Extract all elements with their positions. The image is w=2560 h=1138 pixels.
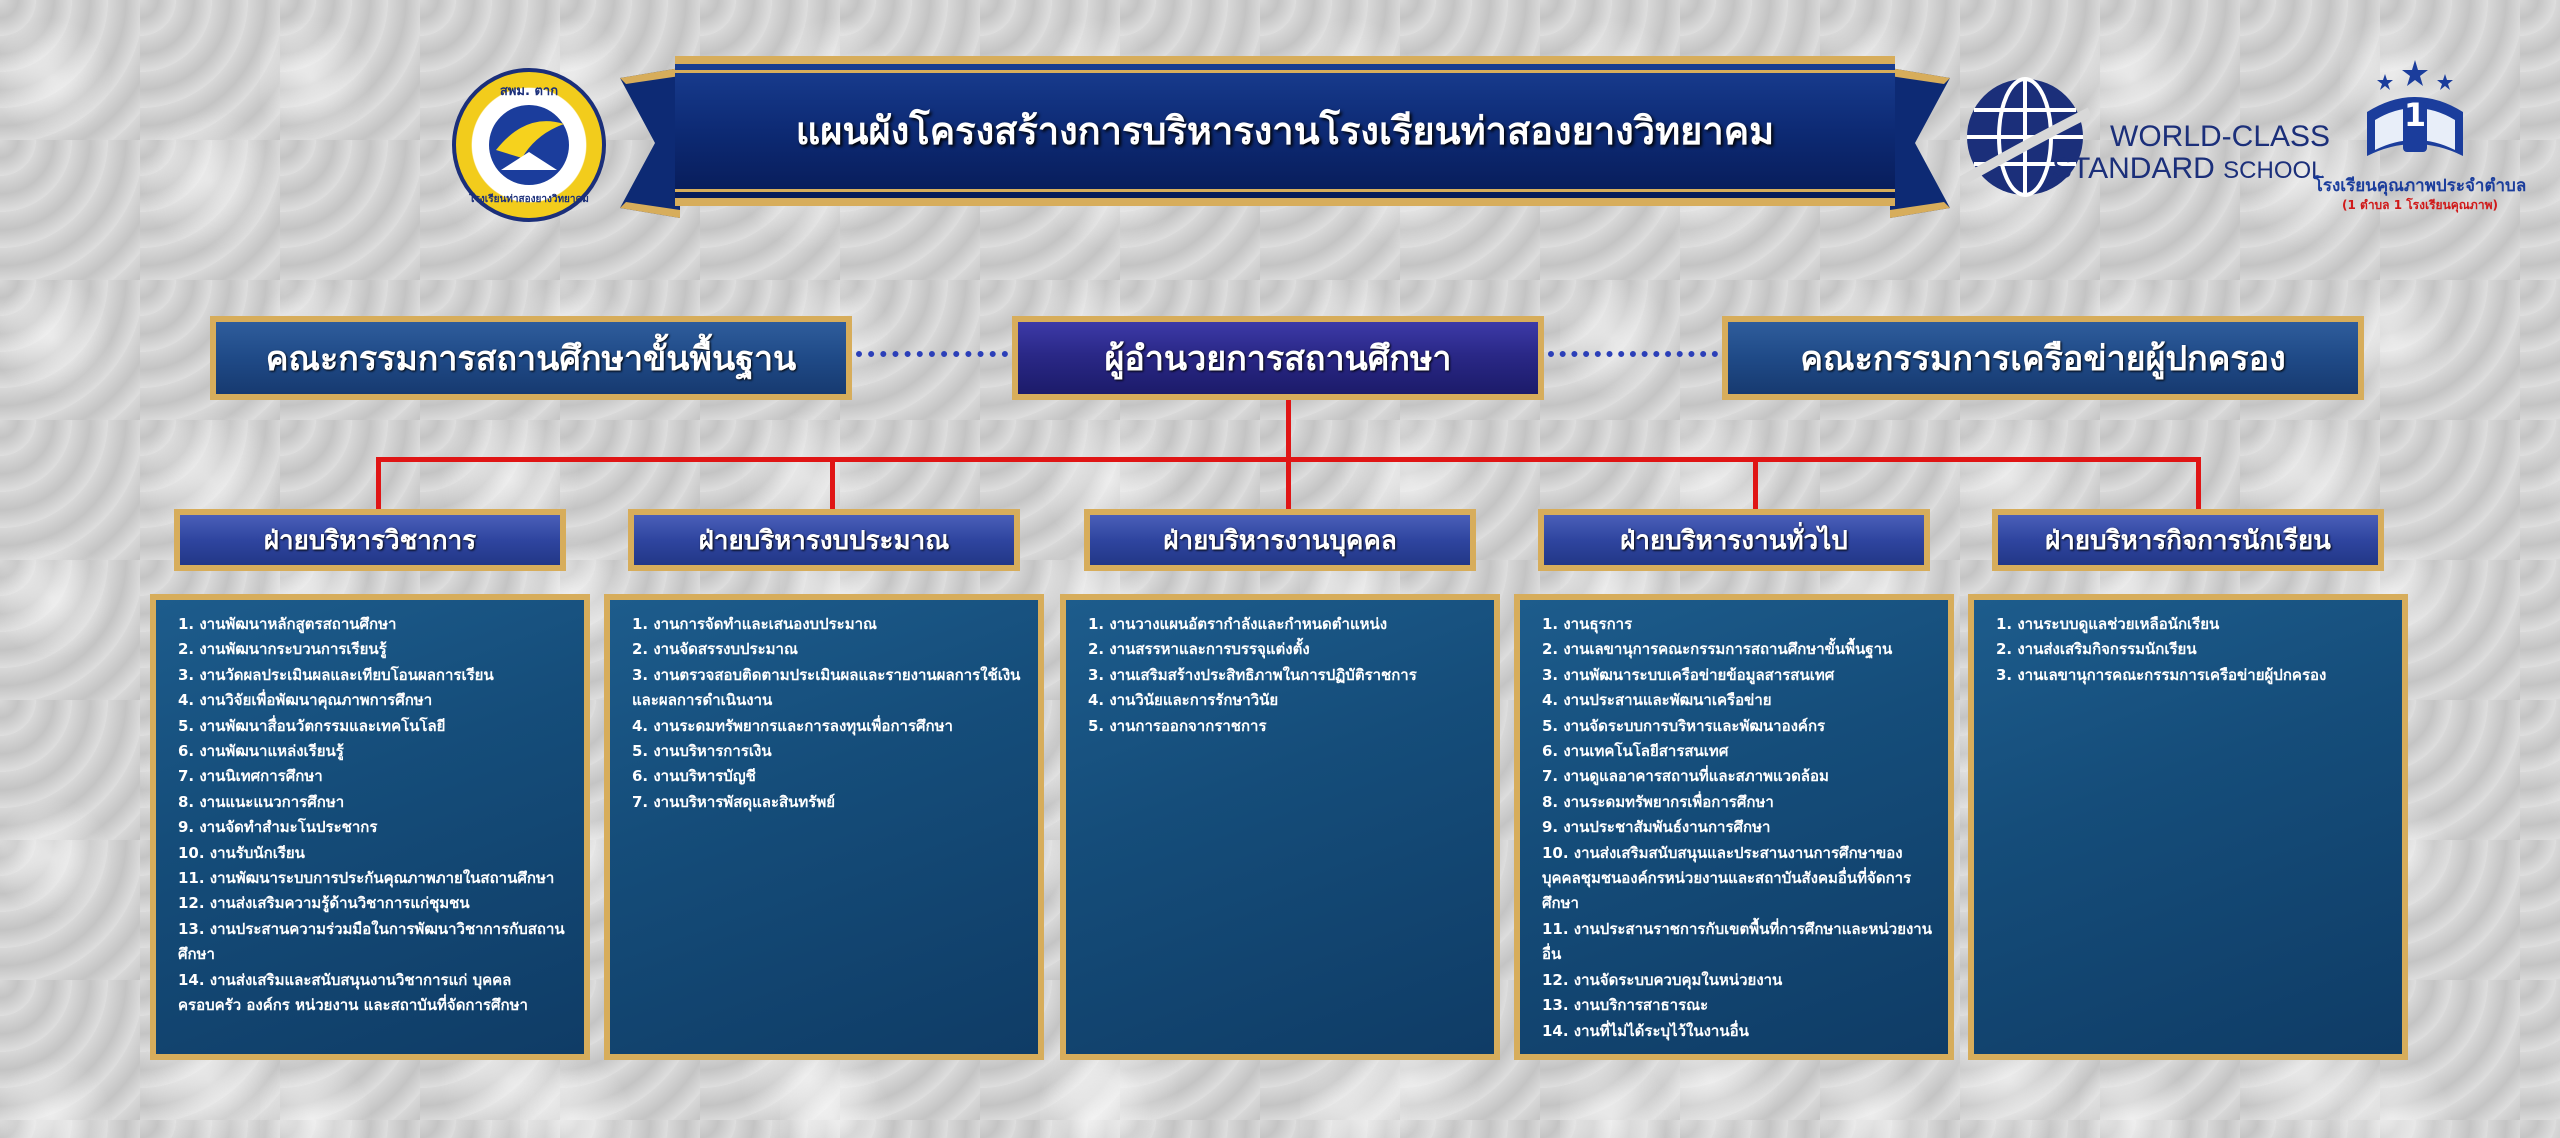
dept-header-budget — [628, 509, 1020, 571]
dept-body-personnel — [1060, 594, 1500, 1060]
dept-title: ฝ่ายบริหารงานบุคคล — [1163, 525, 1397, 556]
task-list — [1996, 612, 2388, 688]
list-item: 9. งานประชาสัมพันธ์งานการศึกษา — [1542, 818, 1771, 837]
dept-header-student-affairs — [1992, 509, 2384, 571]
connector-drop-4 — [1753, 457, 1758, 512]
list-item: 7. งานบริหารพัสดุและสินทรัพย์ — [632, 792, 836, 811]
list-item: 7. งานนิเทศการศึกษา — [178, 767, 323, 786]
task-list — [632, 612, 1024, 815]
list-item: 3. งานวัดผลประเมินผลและเทียบโอนผลการเรียน — [178, 665, 494, 684]
school-logo — [452, 68, 606, 222]
quality-school-name: โรงเรียนคุณภาพประจำตำบล — [2313, 176, 2527, 196]
dept-title: ฝ่ายบริหารงานทั่วไป — [1620, 525, 1848, 556]
list-item: 5. งานการออกจากราชการ — [1088, 716, 1267, 735]
school-logo-top-text: สพม. ตาก — [499, 84, 559, 99]
list-item: 2. งานพัฒนากระบวนการเรียนรู้ — [178, 640, 387, 659]
list-item: 9. งานจัดทำสำมะโนประชากร — [178, 818, 378, 837]
list-item: 11. งานพัฒนาระบบการประกันคุณภาพภายในสถานศึกษา — [178, 869, 555, 888]
list-item: 2. งานจัดสรรงบประมาณ — [632, 640, 798, 659]
list-item: 14. งานส่งเสริมและสนับสนุนงานวิชาการแก่ บุคคล ครอบครัว องค์กร หน่วยงาน และสถาบันที่จัดการศึกษา — [178, 970, 528, 1015]
list-item: 3. งานพัฒนาระบบเครือข่ายข้อมูลสารสนเทศ — [1542, 665, 1835, 684]
list-item: 6. งานเทคโนโลยีสารสนเทศ — [1542, 742, 1729, 761]
list-item: 4. งานประสานและพัฒนาเครือข่าย — [1542, 691, 1772, 710]
wcs-standard: STANDARD — [2052, 152, 2215, 185]
list-item: 3. งานเสริมสร้างประสิทธิภาพในการปฏิบัติราชการ — [1088, 665, 1417, 684]
list-item: 13. งานประสานความร่วมมือในการพัฒนาวิชาการกับสถานศึกษา — [178, 919, 565, 964]
connector-drop-3 — [1286, 457, 1291, 512]
dept-title: ฝ่ายบริหารงบประมาณ — [698, 525, 950, 556]
list-item: 10. งานรับนักเรียน — [178, 843, 305, 862]
dept-body-general — [1514, 594, 1954, 1060]
list-item: 5. งานพัฒนาสื่อนวัตกรรมและเทคโนโลยี — [178, 716, 446, 735]
wcs-line1: WORLD-CLASS — [2110, 120, 2331, 153]
page-title: แผนผังโครงสร้างการบริหารงานโรงเรียนท่าสองยางวิทยาคม — [795, 108, 1775, 153]
list-item: 8. งานแนะแนวการศึกษา — [178, 792, 345, 811]
quality-logo-number: 1 — [2403, 96, 2427, 134]
list-item: 12. งานจัดระบบควบคุมในหน่วยงาน — [1542, 970, 1783, 989]
dept-title: ฝ่ายบริหารวิชาการ — [263, 525, 477, 556]
list-item: 1. งานพัฒนาหลักสูตรสถานศึกษา — [178, 615, 397, 633]
parent-network-committee-label: คณะกรรมการเครือข่ายผู้ปกครอง — [1800, 339, 2286, 379]
connector-drop-1 — [376, 457, 381, 512]
dotted-connector-left — [856, 351, 1008, 357]
list-item: 5. งานบริหารการเงิน — [632, 742, 772, 761]
list-item: 2. งานสรรหาและการบรรจุแต่งตั้ง — [1088, 640, 1310, 659]
dept-header-personnel — [1084, 509, 1476, 571]
list-item: 3. งานตรวจสอบติดตามประเมินผลและรายงานผลการใช้เงินและผลการดำเนินงาน — [632, 665, 1021, 710]
list-item: 8. งานระดมทรัพยากรเพื่อการศึกษา — [1542, 792, 1774, 811]
list-item: 1. งานวางแผนอัตรากำลังและกำหนดตำแหน่ง — [1088, 615, 1388, 633]
list-item: 1. งานระบบดูแลช่วยเหลือนักเรียน — [1996, 615, 2220, 633]
director-box — [1012, 316, 1544, 400]
list-item: 4. งานวินัยและการรักษาวินัย — [1088, 691, 1279, 710]
list-item: 2. งานเลขานุการคณะกรรมการสถานศึกษาขั้นพื้นฐาน — [1542, 640, 1893, 659]
list-item: 6. งานบริหารบัญชี — [632, 767, 756, 786]
connector-drop-2 — [830, 457, 835, 512]
list-item: 11. งานประสานราชการกับเขตพื้นที่การศึกษาและหน่วยงานอื่น — [1542, 919, 1932, 964]
quality-school-sub: (1 ตำบล 1 โรงเรียนคุณภาพ) — [2342, 198, 2498, 212]
list-item: 7. งานดูแลอาคารสถานที่และสภาพแวดล้อม — [1542, 767, 1829, 786]
wcs-line2 — [2052, 152, 2325, 186]
director-label: ผู้อำนวยการสถานศึกษา — [1104, 339, 1452, 379]
dept-body-budget — [604, 594, 1044, 1060]
list-item: 13. งานบริการสาธารณะ — [1542, 996, 1709, 1015]
task-list — [1088, 612, 1480, 739]
dotted-connector-right — [1548, 351, 1718, 357]
list-item: 4. งานวิจัยเพื่อพัฒนาคุณภาพการศึกษา — [178, 691, 433, 710]
list-item: 1. งานธุรการ — [1542, 615, 1633, 633]
basic-education-committee-label: คณะกรรมการสถานศึกษาขั้นพื้นฐาน — [265, 339, 797, 379]
list-item: 5. งานจัดระบบการบริหารและพัฒนาองค์กร — [1542, 716, 1826, 735]
list-item: 2. งานส่งเสริมกิจกรรมนักเรียน — [1996, 640, 2197, 659]
dept-header-academic — [174, 509, 566, 571]
wcs-school: SCHOOL — [2223, 157, 2325, 184]
connector-drop-5 — [2196, 457, 2201, 512]
list-item: 6. งานพัฒนาแหล่งเรียนรู้ — [178, 742, 344, 761]
dept-body-student-affairs — [1968, 594, 2408, 1060]
basic-education-committee-box — [210, 316, 852, 400]
school-logo-bottom-text: โรงเรียนท่าสองยางวิทยาคม — [469, 194, 589, 205]
task-list — [178, 612, 570, 1019]
dept-title: ฝ่ายบริหารกิจการนักเรียน — [2045, 525, 2331, 556]
list-item: 14. งานที่ไม่ได้ระบุไว้ในงานอื่น — [1542, 1021, 1749, 1040]
dept-body-academic — [150, 594, 590, 1060]
list-item: 1. งานการจัดทำและเสนองบประมาณ — [632, 615, 877, 633]
list-item: 10. งานส่งเสริมสนับสนุนและประสานงานการศึกษาของบุคคลชุมชนองค์กรหน่วยงานและสถาบันสังคมอื่นที่จัดการศึกษา — [1542, 843, 1912, 913]
list-item: 12. งานส่งเสริมความรู้ด้านวิชาการแก่ชุมชน — [178, 894, 470, 913]
list-item: 3. งานเลขานุการคณะกรรมการเครือข่ายผู้ปกครอง — [1996, 665, 2327, 684]
list-item: 4. งานระดมทรัพยากรและการลงทุนเพื่อการศึกษา — [632, 716, 953, 735]
parent-network-committee-box — [1722, 316, 2364, 400]
dept-header-general — [1538, 509, 1930, 571]
task-list — [1542, 612, 1934, 1044]
